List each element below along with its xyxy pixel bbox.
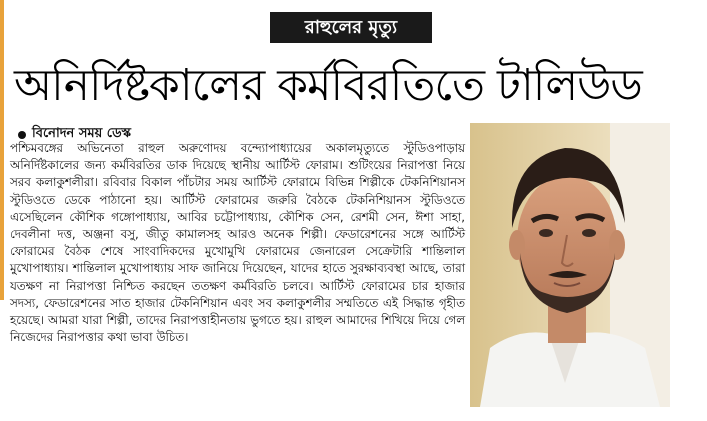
left-accent-rule xyxy=(0,0,4,300)
article-paragraph: পশ্চিমবঙ্গের অভিনেতা রাহুল অরুণোদয় বন্দ্যোপাধ্যায়ের অকালমৃত্যুতে স্টুডিওপাড়ায় অনির্দিষ্টকালের জন্য কর্মবিরতির ডাক দিয়েছে স্থানীয় আর্টিস্ট ফোরাম। শুটিংয়ের নিরাপত্তা নিয়ে সরব কলাকুশলীরা। রবিবার বিকাল পাঁচটার সময় আর্টিস্ট ফোরামে বিভিন্ন শিল্পীকে টেকনিশিয়ানস স্টুডিওতে ডেকে পাঠানো হয়। আর্টিস্ট ফোরামের জরুরি বৈঠকে টেকনিশিয়ানস স্টুডিওতে এসেছিলেন কৌশিক গঙ্গোপাধ্যায়, আবির চট্টোপাধ্যায়, কৌশিক সেন, রেশমী সেন, ঈশা সাহা, দেবলীনা দত্ত, অঞ্জনা বসু, জীতু কামালসহ আরও অনেক শিল্পী। ফেডারেশনের সঙ্গে আর্টিস্ট ফোরামের বৈঠক শেষে সাংবাদিকদের মুখোমুখি ফোরামের জেনারেল সেক্রেটারি শান্তিলাল মুখোপাধ্যায়। শান্তিলাল মুখোপাধ্যায় সাফ জানিয়ে দিয়েছেন, যাদের হাতে সুরক্ষাব্যবস্থা আছে, তারা যতক্ষণ না নিরাপত্তা নিশ্চিত করছেন ততক্ষণ কর্মবিরতি চলবে। আর্টিস্ট ফোরামের চার হাজার সদস্য, ফেডারেশনের সাত হাজার টেকনিশিয়ান এবং সব কলাকুশলীর সম্মতিতে এই সিদ্ধান্ত গৃহীত হয়েছে। আমরা যারা শিল্পী, তাদের নিরাপত্তাহীনতায় ভুগতে হয়। রাহুল আমাদের শিখিয়ে দিয়ে গেল নিজেদের নিরাপত্তার কথা ভাবা উচিত। xyxy=(10,141,465,345)
section-kicker: রাহুলের মৃত্যু xyxy=(270,12,432,43)
bullet-icon xyxy=(18,131,26,139)
portrait-photo xyxy=(470,123,670,407)
article-body xyxy=(10,140,465,346)
byline-text: বিনোদন সময় ডেস্ক xyxy=(32,126,132,141)
headline: অনির্দিষ্টকালের কর্মবিরতিতে টালিউড xyxy=(14,60,642,111)
portrait-illustration xyxy=(470,123,670,407)
